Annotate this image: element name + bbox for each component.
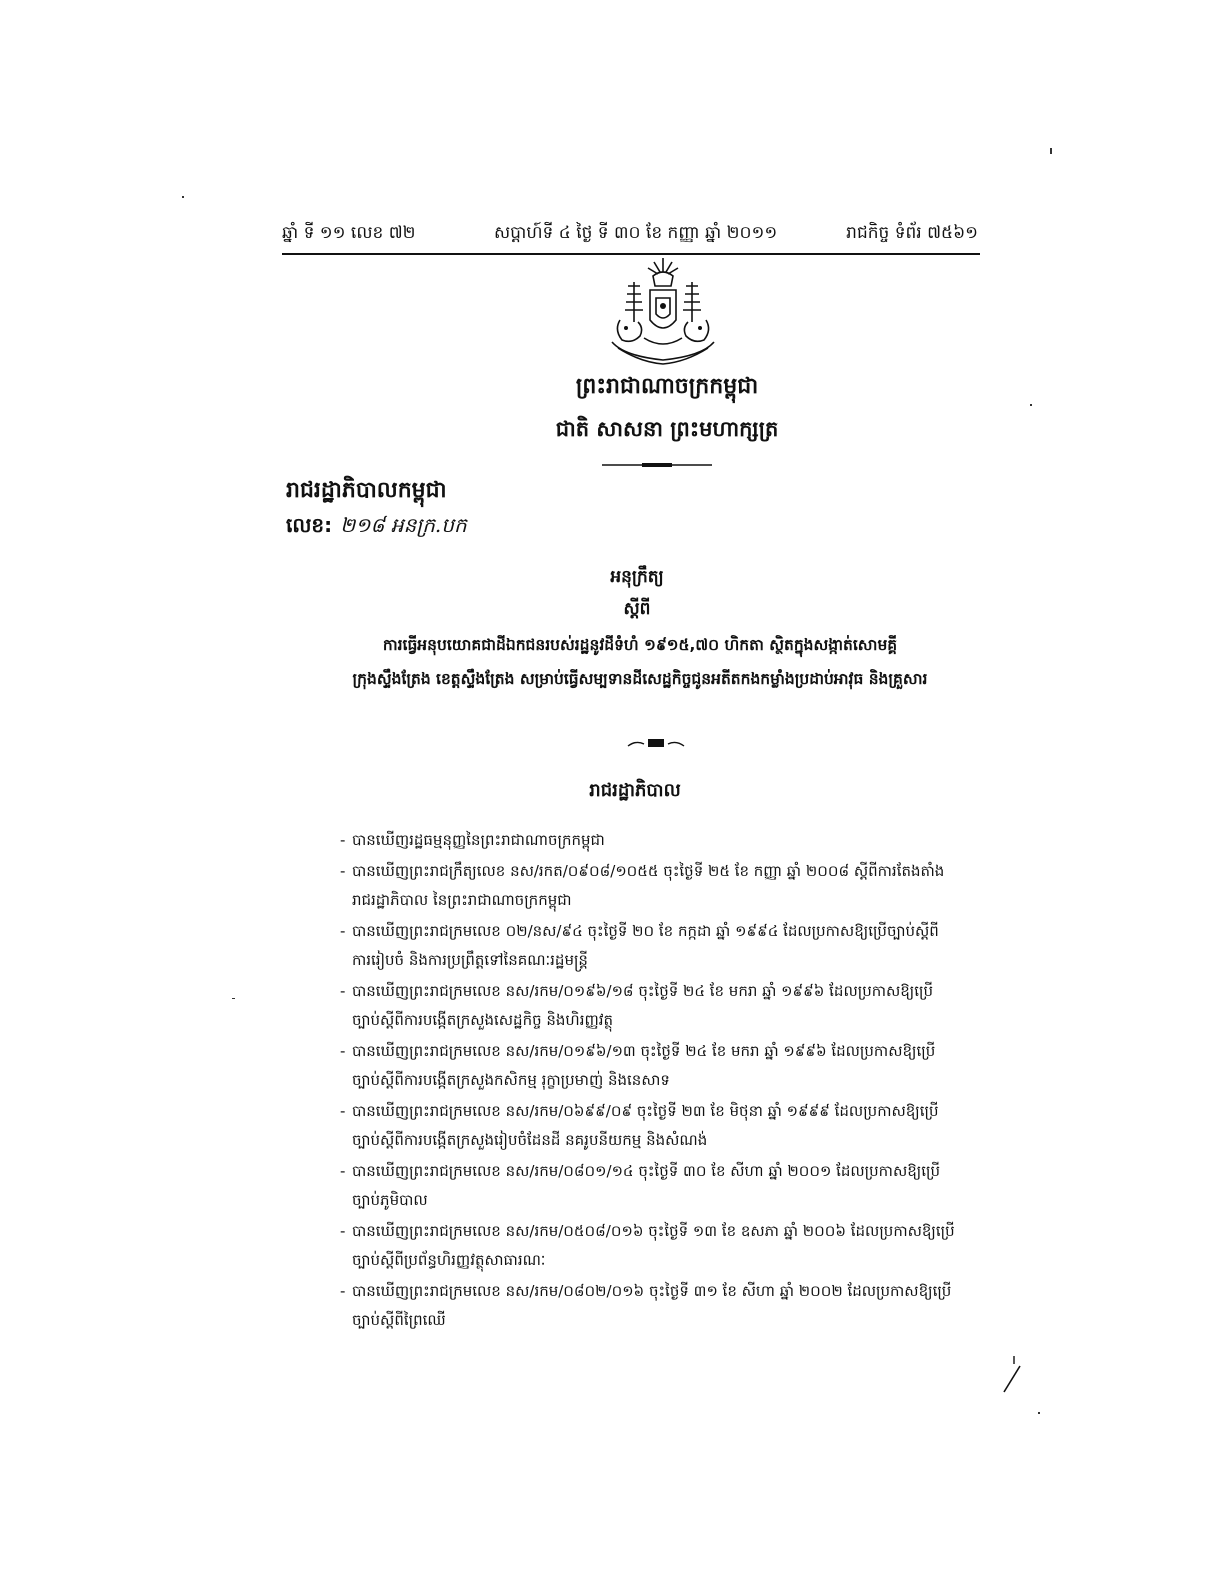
clause-item: - បានឃើញព្រះរាជក្រមលេខ ០២/នស/៩៤ ចុះថ្ងៃទី ២០ ខែ កក្កដា ឆ្នាំ ១៩៩៤ ដែលប្រកាសឱ្យប្រើច្បាប់ស្តីពី ការរៀបចំ និងការប្រព្រឹត្តទៅនៃគណៈរដ្ឋមន្ត្រី: [340, 921, 939, 969]
clause-item: - បានឃើញព្រះរាជក្រមលេខ នស/រកម/០៥០៨/០១៦ ចុះថ្ងៃទី ១៣ ខែ ឧសភា ឆ្នាំ ២០០៦ ដែលប្រកាសឱ្យប្រើ ច្បាប់ស្តីពីប្រព័ន្ធហិរញ្ញវត្ថុសាធារណៈ: [340, 1221, 955, 1269]
scan-speck: [182, 196, 184, 198]
document-subject: [300, 628, 980, 696]
divider-ornament: [602, 462, 712, 468]
subject-line: ក្រុងស្ទឹងត្រែង ខេត្តស្ទឹងត្រែង សម្រាប់ធ្វើសម្បទានដីសេដ្ឋកិច្ចជូនអតីតកងកម្លាំងប្រដាប់អាវុធ និងគ្រួសារ: [352, 670, 928, 688]
government-heading: រាជរដ្ឋាភិបាល: [589, 780, 681, 801]
clause-item: - បានឃើញព្រះរាជក្រមលេខ នស/រកម/០១៩៦/១៣ ចុះថ្ងៃទី ២៤ ខែ មករា ឆ្នាំ ១៩៩៦ ដែលប្រកាសឱ្យប្រើ ច្បាប់ស្តីពីការបង្កើតក្រសួងកសិកម្ម រុក្ខាប្រមាញ់ និងនេសាទ: [340, 1041, 936, 1089]
section-ornament: [626, 736, 686, 750]
subject-line: ការធ្វើអនុបយោគជាដីឯកជនរបស់រដ្ឋនូវដីទំហំ ១៩១៥,៧០ ហិកតា ស្ថិតក្នុងសង្កាត់សោមគ្គី: [382, 636, 898, 654]
clause-item: - បានឃើញព្រះរាជក្រមលេខ នស/រកម/០៦៩៩/០៩ ចុះថ្ងៃទី ២៣ ខែ មិថុនា ឆ្នាំ ១៩៩៩ ដែលប្រកាសឱ្យប្រើ ច្បាប់ស្តីពីការបង្កើតក្រសួងរៀបចំដែនដី នគរូបនីយកម្ម និងសំណង់: [340, 1101, 939, 1149]
royal-coat-of-arms-icon: [604, 256, 722, 368]
gazette-page-number: រាជកិច្ច ទំព័រ ៧៥៦១: [846, 223, 978, 243]
scan-speck: [1030, 404, 1032, 406]
gazette-header: [282, 218, 978, 252]
clause-item: - បានឃើញព្រះរាជក្រមលេខ នស/រកម/០៨០២/០១៦ ចុះថ្ងៃទី ៣១ ខែ សីហា ឆ្នាំ ២០០២ ដែលប្រកាសឱ្យប្រើ ច្បាប់ស្តីពីព្រៃឈើ: [340, 1281, 952, 1329]
gazette-issue: ឆ្នាំ ទី ១១ លេខ ៧២: [282, 223, 416, 243]
gazette-date: សប្តាហ៍ទី ៤ ថ្ងៃ ទី ៣០ ខែ កញ្ញា ឆ្នាំ ២០១១: [494, 223, 778, 243]
clause-item: - បានឃើញព្រះរាជក្រឹត្យលេខ នស/រកត/០៩០៨/១០៥៥ ចុះថ្ងៃទី ២៥ ខែ កញ្ញា ឆ្នាំ ២០០៨ ស្តីពីការតែងតាំង រាជរដ្ឋាភិបាល នៃព្រះរាជាណាចក្រកម្ពុជា: [340, 861, 945, 909]
clause-item: - បានឃើញរដ្ឋធម្មនុញ្ញនៃព្រះរាជាណាចក្រកម្ពុជា: [340, 831, 605, 849]
scan-speck: [1050, 148, 1052, 154]
margin-slash-mark: [1000, 1352, 1024, 1394]
issuing-government: រាជរដ្ឋាភិបាលកម្ពុជា: [286, 478, 447, 503]
scan-speck: [1038, 1412, 1040, 1414]
national-motto: ជាតិ សាសនា ព្រះមហាក្សត្រ: [555, 417, 779, 441]
document-about: ស្តីពី: [623, 599, 651, 619]
reference-label: លេខ:: [286, 513, 333, 537]
scan-speck: [232, 998, 235, 999]
preamble-clauses: [340, 826, 1020, 1337]
clause-item: - បានឃើញព្រះរាជក្រមលេខ នស/រកម/០១៩៦/១៨ ចុះថ្ងៃទី ២៤ ខែ មករា ឆ្នាំ ១៩៩៦ ដែលប្រកាសឱ្យប្រើ ច្បាប់ស្តីពីការបង្កើតក្រសួងសេដ្ឋកិច្ច និងហិរញ្ញវត្ថុ: [340, 981, 934, 1029]
reference-number: ២១៨ អនក្រ.បក: [340, 513, 467, 537]
kingdom-title: ព្រះរាជាណាចក្រកម្ពុជា: [575, 374, 759, 399]
clause-item: - បានឃើញព្រះរាជក្រមលេខ នស/រកម/០៨០១/១៤ ចុះថ្ងៃទី ៣០ ខែ សីហា ឆ្នាំ ២០០១ ដែលប្រកាសឱ្យប្រើ ច្បាប់ភូមិបាល: [340, 1161, 940, 1209]
reference-number-line: [286, 510, 467, 540]
document-type: អនុក្រឹត្យ: [610, 567, 664, 587]
header-rule: [282, 253, 980, 255]
